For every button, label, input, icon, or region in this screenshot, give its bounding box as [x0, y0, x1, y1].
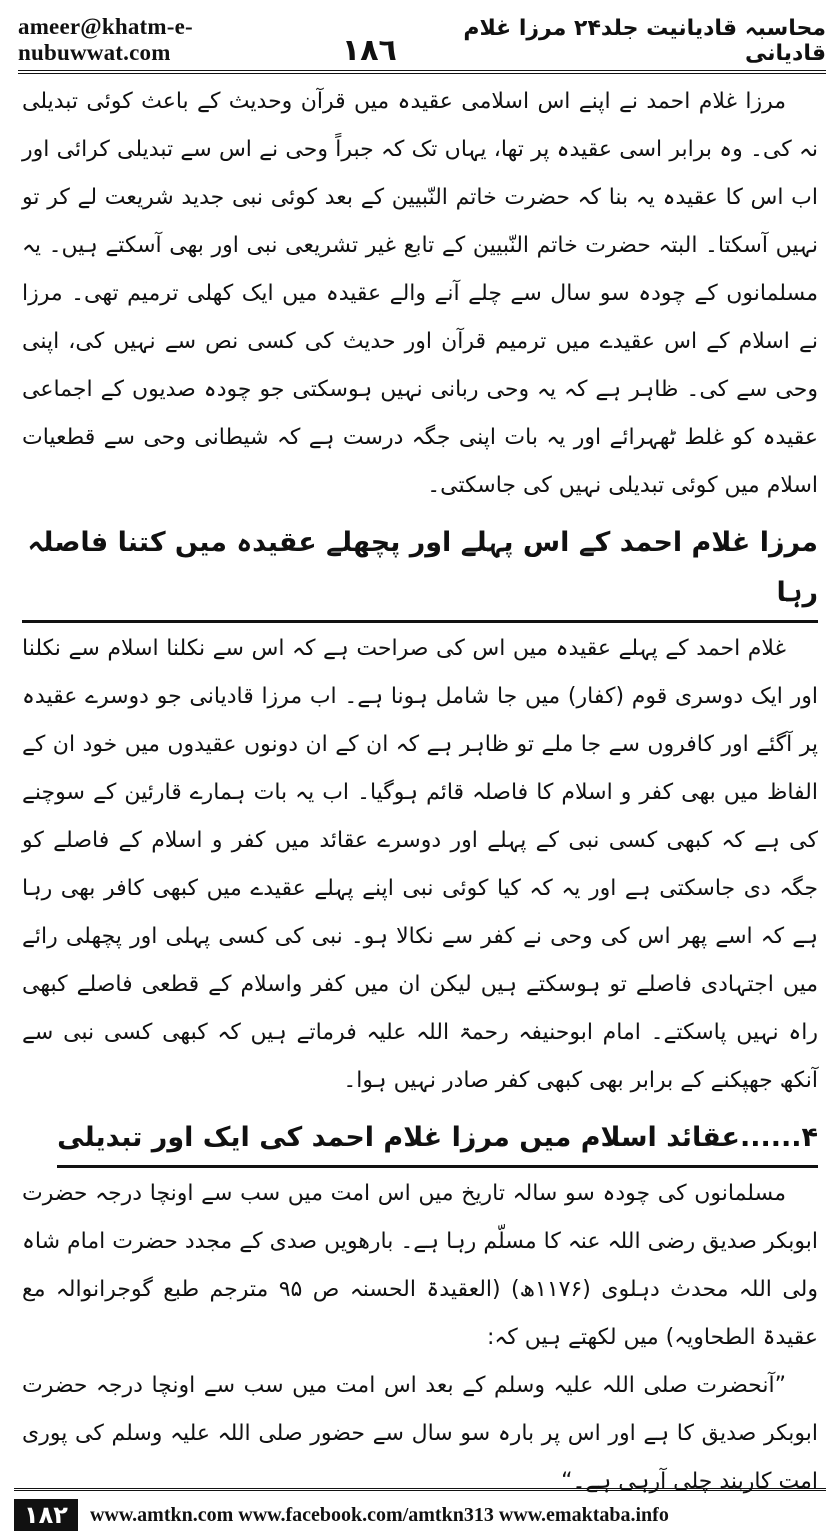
- header-email[interactable]: ameer@khatm-e-nubuwwat.com: [18, 14, 193, 65]
- paragraph-1: مرزا غلام احمد نے اپنے اس اسلامی عقیدہ میں قرآن وحدیث کے باعث کوئی تبدیلی نہ کی۔ وہ برابر اسی عقیدہ پر تھا، یہاں تک کہ جبراً وحی نے اس سے تبدیلی کرائی اور اب اس کا عقیدہ یہ بنا کہ حضرت خاتم النّبیین کے بعد کوئی نبی جدید شریعت لے کر تو نہیں آسکتا۔ البتہ حضرت خاتم النّبیین کے تابع غیر تشریعی نبی اور بھی آسکتے ہیں۔ یہ مسلمانوں کے چودہ سو سال سے چلے آنے والے عقیدہ میں ایک کھلی ترمیم تھی۔ مرزا نے اسلام کے اس عقیدے میں ترمیم قرآن اور حدیث کی کسی نص سے نہیں کی، اپنی وحی سے کی۔ ظاہر ہے کہ یہ وحی ربانی نہیں ہوسکتی جو چودہ صدیوں کے اجماعی عقیدہ کو غلط ٹھہرائے اور یہ بات اپنی جگہ درست ہے کہ شیطانی وحی سے قطعیات اسلام میں کوئی تبدیلی نہیں کی جاسکتی۔: [22, 89, 818, 498]
- header-left: [18, 14, 397, 66]
- header-title: محاسبہ قادیانیت جلد۲۴ مرزا غلام قادیانی: [463, 16, 826, 66]
- section-2-text-1: مسلمانوں کی چودہ سو سالہ تاریخ میں اس امت میں سب سے اونچا درجہ حضرت ابوبکر صدیق رضی اللہ عنہ کا مسلّم رہا ہے۔ بارھویں صدی کے مجدد حضرت امام شاہ ولی اللہ محدث دہلوی (۱۱۷۶ھ) (العقیدۃ الحسنہ ص ۹۵ مترجم طبع گوجرانوالہ مع عقیدۃ الطحاویہ) میں لکھتے ہیں کہ:: [22, 1181, 818, 1350]
- page-header: [18, 14, 826, 74]
- section-1-text: غلام احمد کے پہلے عقیدہ میں اس کی صراحت ہے کہ اس سے نکلنا اسلام سے نکلنا اور ایک دوسری قوم (کفار) میں جا شامل ہونا ہے۔ اب مرزا قادیانی جو دوسرے عقیدہ پر آگئے اور کافروں سے جا ملے تو ظاہر ہے کہ ان کے ان دونوں عقیدوں میں خود ان کے الفاظ میں بھی کفر و اسلام کا فاصلہ قائم ہوگیا۔ اب یہ بات ہمارے قارئین کے سوچنے کی ہے کہ کبھی کسی نبی کے پہلے اور دوسرے عقائد میں کفر و اسلام کے فاصلے کو جگہ دی جاسکتی ہے اور یہ کہ کیا کوئی نبی اپنے پہلے عقیدے میں کبھی کافر بھی رہا ہے کہ اسے پھر اس کی وحی نے کفر سے نکالا ہو۔ نبی کی کسی پہلی اور پچھلی رائے میں اجتہادی فاصلے تو ہوسکتے ہیں لیکن ان میں کفر واسلام کے قطعی فاصلے کبھی راہ نہیں پاسکتے۔ امام ابوحنیفہ رحمۃ اللہ علیہ فرماتے ہیں کہ کبھی کسی نبی سے آنکھ جھپکنے کے برابر بھی کبھی کفر صادر نہیں ہوا۔: [22, 636, 818, 1093]
- footer-urls[interactable]: www.amtkn.com www.facebook.com/amtkn313 www.emaktaba.info: [89, 1503, 669, 1526]
- footer-page-number: ١٨٢: [14, 1499, 78, 1531]
- section-2-quote: ”آنحضرت صلی اللہ علیہ وسلم کے بعد اس امت میں سب سے اونچا درجہ حضرت ابوبکر صدیق کا ہے اور اس پر بارہ سو سال سے حضور صلی اللہ علیہ وسلم کی پوری امت کاربند چلی آرہی ہے۔“: [22, 1373, 818, 1494]
- header-page-number: ١٨٦: [341, 33, 397, 68]
- section-1-heading: مرزا غلام احمد کے اس پہلے اور پچھلے عقیدہ میں کتنا فاصلہ رہا: [22, 518, 818, 623]
- section-1-heading-wrap: [22, 510, 818, 625]
- page-footer: [14, 1488, 826, 1535]
- page-content: [22, 78, 818, 1506]
- section-2-heading-wrap: [22, 1105, 818, 1170]
- section-2-heading: ۴......عقائد اسلام میں مرزا غلام احمد کی ایک اور تبدیلی: [57, 1113, 818, 1168]
